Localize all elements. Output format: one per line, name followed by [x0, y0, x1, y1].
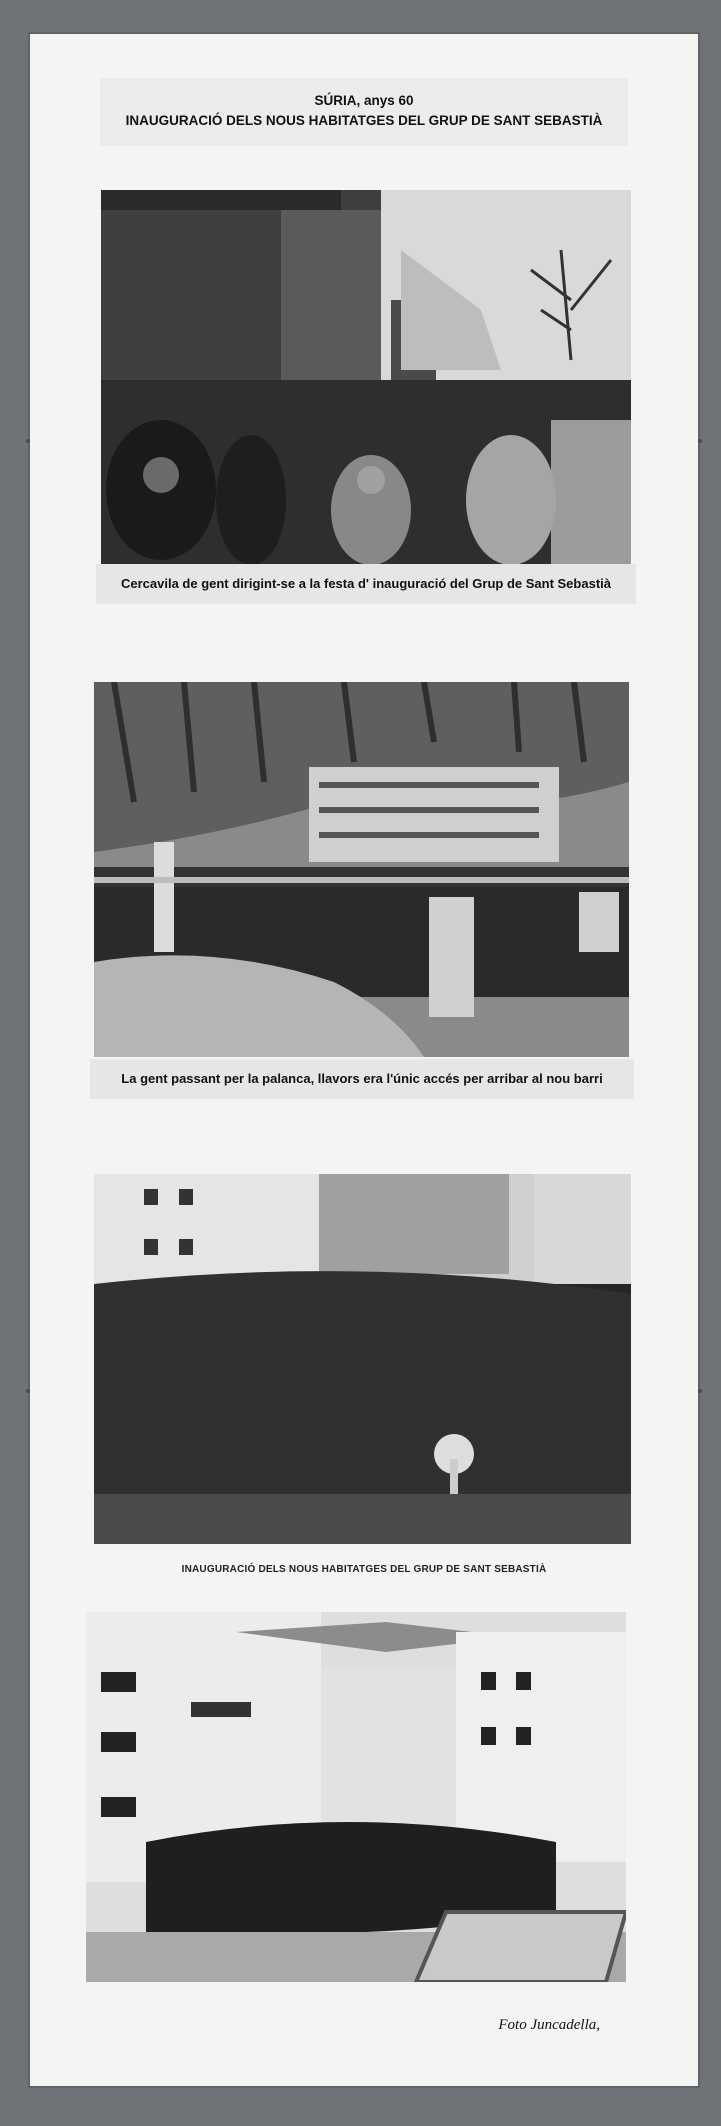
photo-plaza — [86, 1612, 626, 1982]
photo-credit: Foto Juncadella, — [498, 2017, 600, 2033]
photo-crowd-image — [94, 1174, 631, 1544]
pin — [698, 439, 702, 443]
caption-procession: Cercavila de gent dirigint-se a la festa d' inauguració del Grup de Sant Sebastià — [96, 564, 636, 604]
photo-procession — [101, 190, 631, 565]
photo-plaza-image — [86, 1612, 626, 1982]
pin — [26, 439, 30, 443]
pin — [698, 1389, 702, 1393]
photo-footbridge — [94, 682, 629, 1057]
title-line-1: SÚRIA, anys 60 — [314, 93, 414, 108]
caption-footbridge: La gent passant per la palanca, llavors era l'únic accés per arribar al nou barri — [90, 1059, 634, 1099]
title-box — [100, 78, 628, 146]
photo-crowd — [94, 1174, 631, 1544]
caption-crowd: INAUGURACIÓ DELS NOUS HABITATGES DEL GRUP DE SANT SEBASTIÀ — [181, 1564, 547, 1575]
photo-footbridge-image — [94, 682, 629, 1057]
title-line-2: INAUGURACIÓ DELS NOUS HABITATGES DEL GRUP DE SANT SEBASTIÀ — [125, 113, 603, 128]
photo-procession-image — [101, 190, 631, 565]
exhibition-board — [30, 34, 698, 2086]
pin — [26, 1389, 30, 1393]
